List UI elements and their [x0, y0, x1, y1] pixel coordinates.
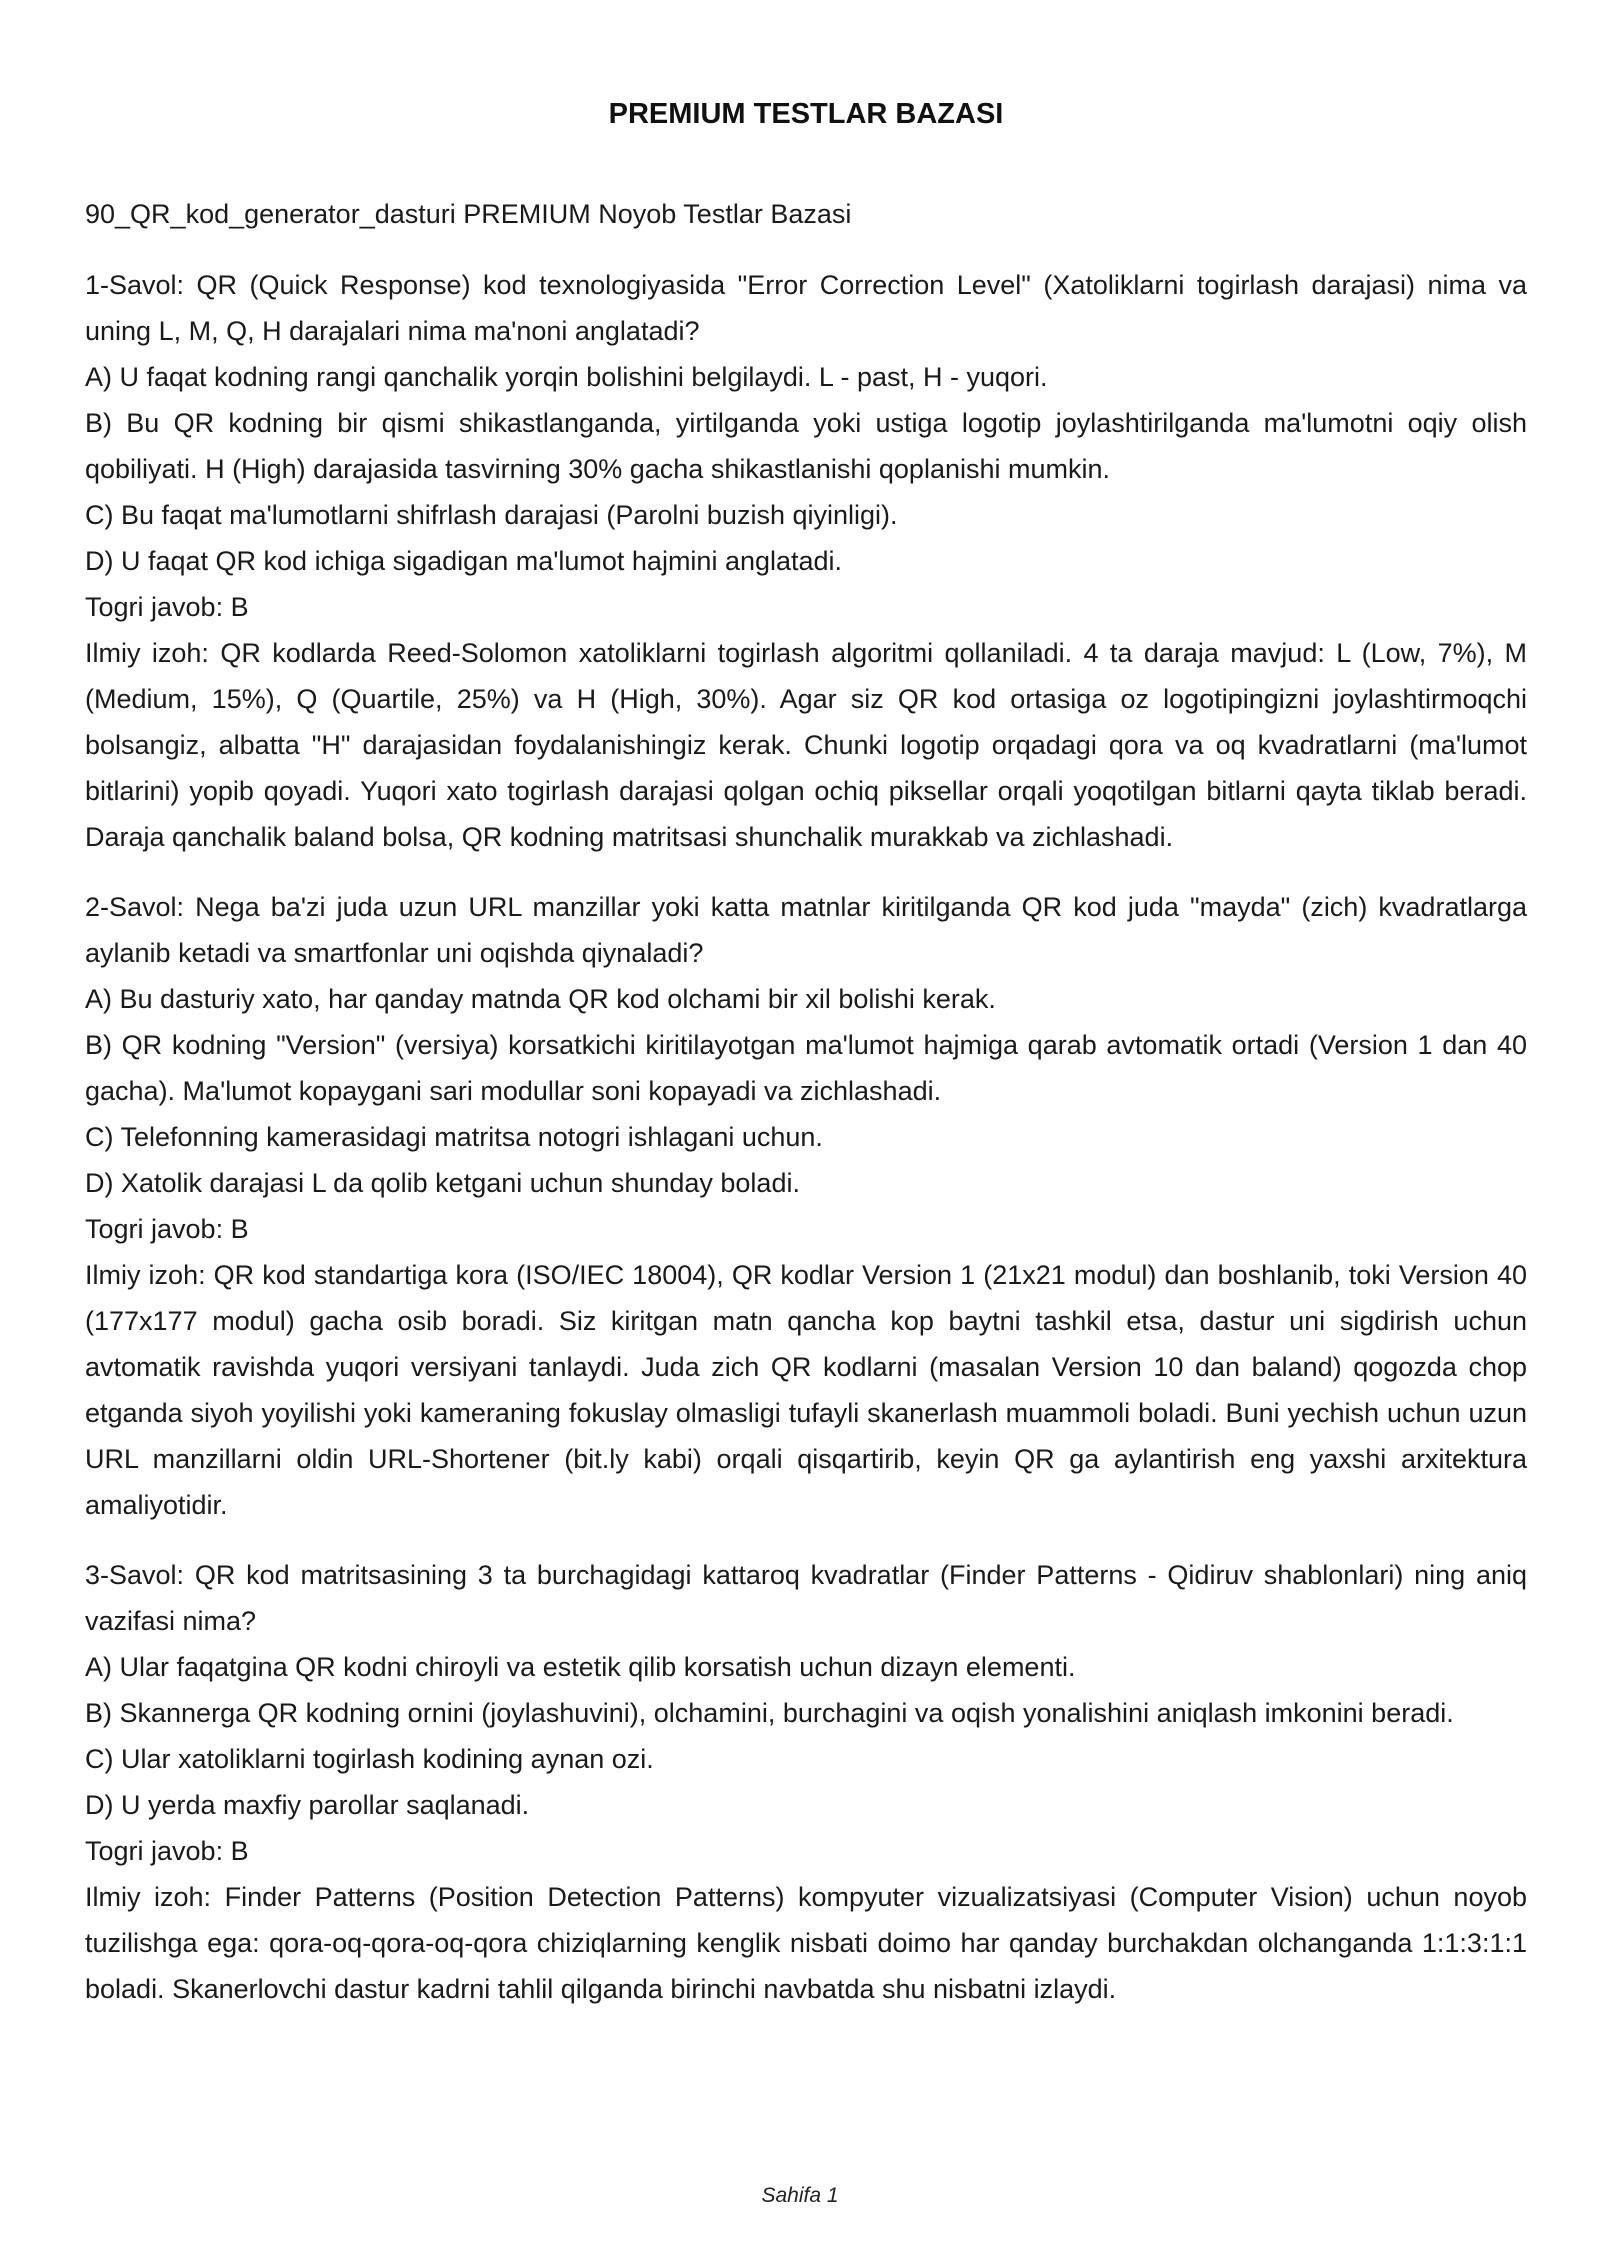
- option-a: A) U faqat kodning rangi qanchalik yorqin bolishini belgilaydi. L - past, H - yuqori.: [85, 362, 1048, 392]
- option-a: A) Ular faqatgina QR kodni chiroyli va estetik qilib korsatish uchun dizayn elementi.: [85, 1652, 1076, 1682]
- option-d: D) U faqat QR kod ichiga sigadigan ma'lumot hajmini anglatadi.: [85, 546, 843, 576]
- option-a: A) Bu dasturiy xato, har qanday matnda QR kod olchami bir xil bolishi kerak.: [85, 984, 996, 1014]
- option-c: C) Telefonning kamerasidagi matritsa notogri ishlagani uchun.: [85, 1122, 823, 1152]
- correct-answer: Togri javob: B: [85, 592, 249, 622]
- question-text: 2-Savol: Nega ba'zi juda uzun URL manzillar yoki katta matnlar kiritilganda QR kod juda "mayda" (zich) kvadratlarga aylanib ketadi va smartfonlar uni oqishda qiynaladi?: [85, 892, 1527, 968]
- correct-answer: Togri javob: B: [85, 1836, 249, 1866]
- explanation-text: Ilmiy izoh: Finder Patterns (Position Detection Patterns) kompyuter vizualizatsiyasi (Computer Vision) uchun noyob tuzilishga ega: qora-oq-qora-oq-qora chiziqlarning kenglik nisbati doimo har qanday burchakdan olchanganda 1:1:3:1:1 boladi. Skanerlovchi dastur kadrni tahlil qilganda birinchi navbatda shu nisbatni izlaydi.: [85, 1882, 1527, 2004]
- document-page: [85, 0, 1527, 2262]
- explanation-text: Ilmiy izoh: QR kodlarda Reed-Solomon xatoliklarni togirlash algoritmi qollaniladi. 4 ta daraja mavjud: L (Low, 7%), M (Medium, 15%), Q (Quartile, 25%) va H (High, 30%). Agar siz QR kod ortasiga oz logotipingizni joylashtirmoqchi bolsangiz, albatta "H" darajasidan foydalanishingiz kerak. Chunki logotip orqadagi qora va oq kvadratlarni (ma'lumot bitlarini) yopib qoyadi. Yuqori xato togirlash darajasi qolgan ochiq piksellar orqali yoqotilgan bitlarni qayta tiklab beradi. Daraja qanchalik baland bolsa, QR kodning matritsasi shunchalik murakkab va zichlashadi.: [85, 638, 1527, 852]
- explanation-text: Ilmiy izoh: QR kod standartiga kora (ISO/IEC 18004), QR kodlar Version 1 (21x21 modul) dan boshlanib, toki Version 40 (177x177 modul) gacha osib boradi. Siz kiritgan matn qancha kop baytni tashkil etsa, dastur uni sigdirish uchun avtomatik ravishda yuqori versiyani tanlaydi. Juda zich QR kodlarni (masalan Version 10 dan baland) qogozda chop etganda siyoh yoyilishi yoki kameraning fokuslay olmasligi tufayli skanerlash muammoli boladi. Buni yechish uchun uzun URL manzillarni oldin URL-Shortener (bit.ly kabi) orqali qisqartirib, keyin QR ga aylantirish eng yaxshi arxitektura amaliyotidir.: [85, 1260, 1527, 1520]
- page-footer: Sahifa 1: [761, 2184, 839, 2207]
- questions-list: [85, 262, 1527, 2036]
- document-title: PREMIUM TESTLAR BAZASI: [608, 98, 1004, 130]
- option-b: B) Bu QR kodning bir qismi shikastlanganda, yirtilganda yoki ustiga logotip joylashtirilganda ma'lumotni oqiy olish qobiliyati. H (High) darajasida tasvirning 30% gacha shikastlanishi qoplanishi mumkin.: [85, 408, 1527, 484]
- correct-answer: Togri javob: B: [85, 1214, 249, 1244]
- option-c: C) Bu faqat ma'lumotlarni shifrlash darajasi (Parolni buzish qiyinligi).: [85, 500, 898, 530]
- option-d: D) U yerda maxfiy parollar saqlanadi.: [85, 1790, 530, 1820]
- question-text: 1-Savol: QR (Quick Response) kod texnologiyasida "Error Correction Level" (Xatoliklarni togirlash darajasi) nima va uning L, M, Q, H darajalari nima ma'noni anglatadi?: [85, 270, 1527, 346]
- option-b: B) Skannerga QR kodning ornini (joylashuvini), olchamini, burchagini va oqish yonalishini aniqlash imkonini beradi.: [85, 1698, 1454, 1728]
- question-block-1: [85, 262, 1527, 860]
- question-block-2: [85, 884, 1527, 1528]
- document-subtitle: 90_QR_kod_generator_dasturi PREMIUM Noyob Testlar Bazasi: [85, 199, 852, 229]
- option-d: D) Xatolik darajasi L da qolib ketgani uchun shunday boladi.: [85, 1168, 800, 1198]
- option-c: C) Ular xatoliklarni togirlash kodining aynan ozi.: [85, 1744, 654, 1774]
- question-text: 3-Savol: QR kod matritsasining 3 ta burchagidagi kattaroq kvadratlar (Finder Patterns - Qidiruv shablonlari) ning aniq vazifasi nima?: [85, 1560, 1527, 1636]
- option-b: B) QR kodning "Version" (versiya) korsatkichi kiritilayotgan ma'lumot hajmiga qarab avtomatik ortadi (Version 1 dan 40 gacha). Ma'lumot kopaygani sari modullar soni kopayadi va zichlashadi.: [85, 1030, 1527, 1106]
- question-block-3: [85, 1552, 1527, 2012]
